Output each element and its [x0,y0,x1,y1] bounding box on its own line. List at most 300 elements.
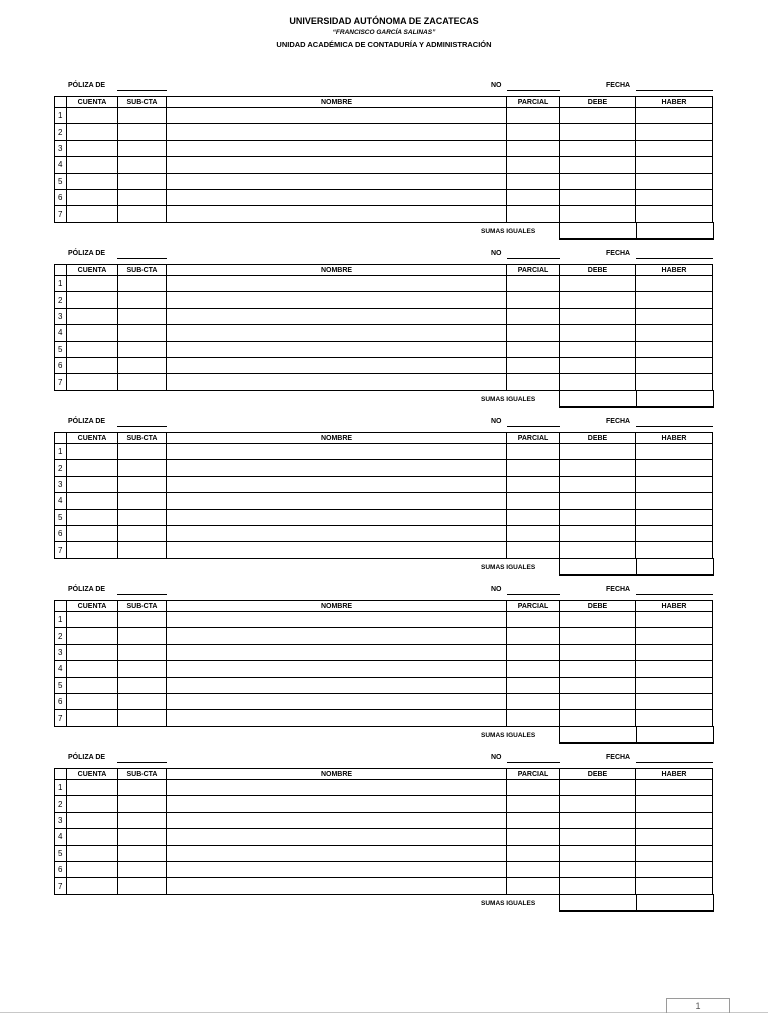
cell-subcta[interactable] [118,276,167,292]
cell-debe[interactable] [560,878,636,894]
poliza-number-field[interactable] [507,594,560,595]
row-number: 5 [55,173,67,189]
cell-parcial[interactable] [507,677,560,693]
poliza-label: PÓLIZA DE [68,586,106,593]
cell-cuenta[interactable] [67,693,118,709]
cell-cuenta[interactable] [67,476,118,492]
cell-cuenta[interactable] [67,796,118,812]
cell-haber[interactable] [636,460,713,476]
cell-nombre[interactable] [167,693,507,709]
cell-debe[interactable] [560,476,636,492]
cell-cuenta[interactable] [67,509,118,525]
cell-haber[interactable] [636,308,713,324]
column-header-subcta: SUB-CTA [118,601,167,612]
row-number-header [55,97,67,108]
poliza-block [0,248,768,408]
table-row [55,206,713,222]
cell-nombre[interactable] [167,140,507,156]
cell-haber[interactable] [636,661,713,677]
cell-parcial[interactable] [507,542,560,558]
cell-debe[interactable] [560,542,636,558]
cell-debe[interactable] [560,493,636,509]
poliza-type-field[interactable] [117,762,167,763]
cell-cuenta[interactable] [67,140,118,156]
cell-subcta[interactable] [118,845,167,861]
poliza-table [54,600,713,727]
cell-nombre[interactable] [167,308,507,324]
cell-haber[interactable] [636,509,713,525]
sumas-iguales-totals[interactable] [559,390,714,408]
cell-subcta[interactable] [118,829,167,845]
cell-parcial[interactable] [507,341,560,357]
column-header-nombre: NOMBRE [167,601,507,612]
cell-cuenta[interactable] [67,677,118,693]
cell-subcta[interactable] [118,357,167,373]
cell-subcta[interactable] [118,460,167,476]
cell-parcial[interactable] [507,644,560,660]
cell-haber[interactable] [636,829,713,845]
cell-cuenta[interactable] [67,861,118,877]
table-row [55,861,713,877]
poliza-type-field[interactable] [117,594,167,595]
cell-nombre[interactable] [167,292,507,308]
column-header-debe: DEBE [560,769,636,780]
cell-subcta[interactable] [118,861,167,877]
poliza-type-field[interactable] [117,90,167,91]
sumas-iguales-totals[interactable] [559,894,714,912]
cell-nombre[interactable] [167,628,507,644]
poliza-label: PÓLIZA DE [68,250,106,257]
cell-parcial[interactable] [507,829,560,845]
cell-subcta[interactable] [118,292,167,308]
cell-nombre[interactable] [167,476,507,492]
cell-haber[interactable] [636,612,713,628]
cell-parcial[interactable] [507,476,560,492]
cell-nombre[interactable] [167,206,507,222]
sumas-iguales-label: SUMAS IGUALES [481,732,536,739]
cell-parcial[interactable] [507,509,560,525]
poliza-date-field[interactable] [636,258,713,259]
table-row [55,693,713,709]
cell-haber[interactable] [636,173,713,189]
cell-subcta[interactable] [118,189,167,205]
cell-subcta[interactable] [118,140,167,156]
cell-parcial[interactable] [507,308,560,324]
cell-nombre[interactable] [167,374,507,390]
cell-nombre[interactable] [167,677,507,693]
poliza-number-field[interactable] [507,258,560,259]
cell-parcial[interactable] [507,357,560,373]
row-number: 5 [55,341,67,357]
cell-nombre[interactable] [167,444,507,460]
cell-debe[interactable] [560,124,636,140]
cell-nombre[interactable] [167,189,507,205]
totals-divider [636,559,637,574]
cell-haber[interactable] [636,780,713,796]
cell-haber[interactable] [636,357,713,373]
row-number: 7 [55,206,67,222]
cell-cuenta[interactable] [67,157,118,173]
cell-haber[interactable] [636,276,713,292]
cell-haber[interactable] [636,157,713,173]
cell-debe[interactable] [560,677,636,693]
cell-haber[interactable] [636,476,713,492]
cell-haber[interactable] [636,644,713,660]
cell-subcta[interactable] [118,812,167,828]
table-row [55,812,713,828]
poliza-label: PÓLIZA DE [68,82,106,89]
cell-cuenta[interactable] [67,374,118,390]
cell-haber[interactable] [636,861,713,877]
cell-parcial[interactable] [507,108,560,124]
cell-haber[interactable] [636,374,713,390]
cell-parcial[interactable] [507,525,560,541]
cell-nombre[interactable] [167,460,507,476]
cell-haber[interactable] [636,189,713,205]
cell-subcta[interactable] [118,780,167,796]
poliza-type-field[interactable] [117,426,167,427]
poliza-number-field[interactable] [507,90,560,91]
cell-debe[interactable] [560,357,636,373]
cell-subcta[interactable] [118,710,167,726]
row-number: 2 [55,796,67,812]
sumas-iguales-totals[interactable] [559,558,714,576]
cell-cuenta[interactable] [67,173,118,189]
cell-nombre[interactable] [167,509,507,525]
cell-parcial[interactable] [507,206,560,222]
cell-haber[interactable] [636,493,713,509]
table-row [55,628,713,644]
row-number: 6 [55,693,67,709]
cell-cuenta[interactable] [67,878,118,894]
column-header-haber: HABER [636,601,713,612]
cell-haber[interactable] [636,444,713,460]
poliza-date-field[interactable] [636,426,713,427]
cell-debe[interactable] [560,780,636,796]
cell-nombre[interactable] [167,276,507,292]
cell-parcial[interactable] [507,173,560,189]
cell-nombre[interactable] [167,661,507,677]
row-number: 2 [55,628,67,644]
cell-cuenta[interactable] [67,341,118,357]
cell-subcta[interactable] [118,542,167,558]
cell-debe[interactable] [560,509,636,525]
table-row [55,357,713,373]
table-header-row [55,769,713,780]
cell-subcta[interactable] [118,124,167,140]
poliza-date-field[interactable] [636,90,713,91]
table-row [55,157,713,173]
table-row [55,493,713,509]
cell-haber[interactable] [636,542,713,558]
cell-nombre[interactable] [167,845,507,861]
cell-cuenta[interactable] [67,525,118,541]
cell-debe[interactable] [560,374,636,390]
cell-haber[interactable] [636,693,713,709]
cell-subcta[interactable] [118,878,167,894]
cell-cuenta[interactable] [67,612,118,628]
table-header-row [55,97,713,108]
column-header-subcta: SUB-CTA [118,97,167,108]
cell-parcial[interactable] [507,710,560,726]
cell-debe[interactable] [560,710,636,726]
cell-debe[interactable] [560,292,636,308]
cell-debe[interactable] [560,108,636,124]
cell-debe[interactable] [560,612,636,628]
row-number: 5 [55,845,67,861]
cell-haber[interactable] [636,292,713,308]
cell-nombre[interactable] [167,124,507,140]
cell-cuenta[interactable] [67,308,118,324]
column-header-debe: DEBE [560,433,636,444]
cell-subcta[interactable] [118,108,167,124]
cell-cuenta[interactable] [67,829,118,845]
cell-debe[interactable] [560,206,636,222]
cell-debe[interactable] [560,661,636,677]
table-row [55,341,713,357]
cell-cuenta[interactable] [67,206,118,222]
cell-cuenta[interactable] [67,124,118,140]
cell-nombre[interactable] [167,829,507,845]
cell-nombre[interactable] [167,157,507,173]
cell-debe[interactable] [560,812,636,828]
cell-parcial[interactable] [507,124,560,140]
cell-haber[interactable] [636,878,713,894]
cell-parcial[interactable] [507,374,560,390]
cell-debe[interactable] [560,173,636,189]
sumas-iguales-totals[interactable] [559,222,714,240]
cell-subcta[interactable] [118,644,167,660]
cell-parcial[interactable] [507,812,560,828]
cell-haber[interactable] [636,525,713,541]
cell-haber[interactable] [636,812,713,828]
poliza-table [54,264,713,391]
row-number: 7 [55,878,67,894]
column-header-parcial: PARCIAL [507,433,560,444]
cell-parcial[interactable] [507,612,560,628]
cell-subcta[interactable] [118,444,167,460]
cell-nombre[interactable] [167,796,507,812]
poliza-number-field[interactable] [507,762,560,763]
cell-parcial[interactable] [507,878,560,894]
poliza-block [0,752,768,912]
cell-parcial[interactable] [507,292,560,308]
table-row [55,878,713,894]
table-header-row [55,601,713,612]
cell-cuenta[interactable] [67,493,118,509]
cell-haber[interactable] [636,206,713,222]
cell-debe[interactable] [560,325,636,341]
column-header-nombre: NOMBRE [167,769,507,780]
cell-debe[interactable] [560,276,636,292]
cell-nombre[interactable] [167,710,507,726]
column-header-parcial: PARCIAL [507,601,560,612]
cell-nombre[interactable] [167,612,507,628]
cell-nombre[interactable] [167,542,507,558]
cell-debe[interactable] [560,693,636,709]
cell-cuenta[interactable] [67,189,118,205]
cell-nombre[interactable] [167,525,507,541]
column-header-subcta: SUB-CTA [118,769,167,780]
cell-parcial[interactable] [507,693,560,709]
sumas-iguales-totals[interactable] [559,726,714,744]
table-row [55,612,713,628]
cell-nombre[interactable] [167,357,507,373]
cell-subcta[interactable] [118,325,167,341]
column-header-haber: HABER [636,433,713,444]
cell-nombre[interactable] [167,644,507,660]
cell-haber[interactable] [636,677,713,693]
cell-parcial[interactable] [507,157,560,173]
cell-nombre[interactable] [167,325,507,341]
cell-parcial[interactable] [507,661,560,677]
cell-subcta[interactable] [118,173,167,189]
table-row [55,661,713,677]
cell-subcta[interactable] [118,677,167,693]
row-number: 7 [55,710,67,726]
cell-debe[interactable] [560,861,636,877]
poliza-number-field[interactable] [507,426,560,427]
cell-cuenta[interactable] [67,108,118,124]
table-row [55,509,713,525]
cell-nombre[interactable] [167,108,507,124]
cell-cuenta[interactable] [67,325,118,341]
cell-debe[interactable] [560,140,636,156]
cell-subcta[interactable] [118,661,167,677]
cell-parcial[interactable] [507,140,560,156]
cell-haber[interactable] [636,108,713,124]
poliza-date-field[interactable] [636,762,713,763]
cell-cuenta[interactable] [67,292,118,308]
cell-haber[interactable] [636,628,713,644]
column-header-haber: HABER [636,265,713,276]
column-header-haber: HABER [636,97,713,108]
cell-nombre[interactable] [167,780,507,796]
cell-parcial[interactable] [507,861,560,877]
cell-nombre[interactable] [167,341,507,357]
cell-debe[interactable] [560,525,636,541]
cell-parcial[interactable] [507,189,560,205]
cell-subcta[interactable] [118,693,167,709]
cell-haber[interactable] [636,341,713,357]
motto: “FRANCISCO GARCÍA SALINAS” [332,29,436,36]
cell-subcta[interactable] [118,612,167,628]
cell-debe[interactable] [560,444,636,460]
cell-debe[interactable] [560,829,636,845]
poliza-type-field[interactable] [117,258,167,259]
cell-cuenta[interactable] [67,845,118,861]
no-label: NO [491,82,502,89]
table-row [55,829,713,845]
cell-parcial[interactable] [507,444,560,460]
cell-subcta[interactable] [118,374,167,390]
cell-cuenta[interactable] [67,644,118,660]
table-header-row [55,265,713,276]
cell-subcta[interactable] [118,525,167,541]
cell-cuenta[interactable] [67,460,118,476]
cell-debe[interactable] [560,189,636,205]
cell-cuenta[interactable] [67,444,118,460]
cell-debe[interactable] [560,628,636,644]
cell-haber[interactable] [636,710,713,726]
cell-debe[interactable] [560,460,636,476]
cell-nombre[interactable] [167,493,507,509]
cell-cuenta[interactable] [67,661,118,677]
table-row [55,542,713,558]
cell-debe[interactable] [560,157,636,173]
cell-parcial[interactable] [507,628,560,644]
cell-subcta[interactable] [118,796,167,812]
cell-subcta[interactable] [118,157,167,173]
cell-debe[interactable] [560,845,636,861]
cell-parcial[interactable] [507,493,560,509]
cell-parcial[interactable] [507,780,560,796]
column-header-haber: HABER [636,769,713,780]
academic-unit: UNIDAD ACADÉMICA DE CONTADURÍA Y ADMINISTRACIÓN [276,40,492,49]
cell-cuenta[interactable] [67,542,118,558]
poliza-date-field[interactable] [636,594,713,595]
cell-debe[interactable] [560,341,636,357]
cell-cuenta[interactable] [67,780,118,796]
poliza-label: PÓLIZA DE [68,418,106,425]
cell-subcta[interactable] [118,628,167,644]
cell-nombre[interactable] [167,861,507,877]
cell-subcta[interactable] [118,308,167,324]
cell-cuenta[interactable] [67,357,118,373]
cell-subcta[interactable] [118,206,167,222]
cell-subcta[interactable] [118,341,167,357]
poliza-table [54,96,713,223]
cell-haber[interactable] [636,124,713,140]
column-header-cuenta: CUENTA [67,433,118,444]
cell-haber[interactable] [636,845,713,861]
cell-cuenta[interactable] [67,710,118,726]
column-header-subcta: SUB-CTA [118,265,167,276]
cell-nombre[interactable] [167,812,507,828]
row-number: 6 [55,861,67,877]
table-row [55,108,713,124]
cell-subcta[interactable] [118,509,167,525]
table-row [55,173,713,189]
cell-parcial[interactable] [507,325,560,341]
cell-cuenta[interactable] [67,276,118,292]
table-row [55,292,713,308]
cell-haber[interactable] [636,140,713,156]
cell-haber[interactable] [636,796,713,812]
cell-cuenta[interactable] [67,628,118,644]
row-number: 4 [55,829,67,845]
cell-cuenta[interactable] [67,812,118,828]
column-header-nombre: NOMBRE [167,433,507,444]
row-number: 1 [55,780,67,796]
sumas-iguales-label: SUMAS IGUALES [481,396,536,403]
cell-nombre[interactable] [167,173,507,189]
cell-parcial[interactable] [507,276,560,292]
row-number: 2 [55,124,67,140]
cell-parcial[interactable] [507,845,560,861]
cell-parcial[interactable] [507,460,560,476]
cell-debe[interactable] [560,308,636,324]
cell-debe[interactable] [560,644,636,660]
cell-subcta[interactable] [118,476,167,492]
cell-parcial[interactable] [507,796,560,812]
column-header-debe: DEBE [560,97,636,108]
cell-nombre[interactable] [167,878,507,894]
cell-debe[interactable] [560,796,636,812]
cell-haber[interactable] [636,325,713,341]
cell-subcta[interactable] [118,493,167,509]
column-header-debe: DEBE [560,601,636,612]
